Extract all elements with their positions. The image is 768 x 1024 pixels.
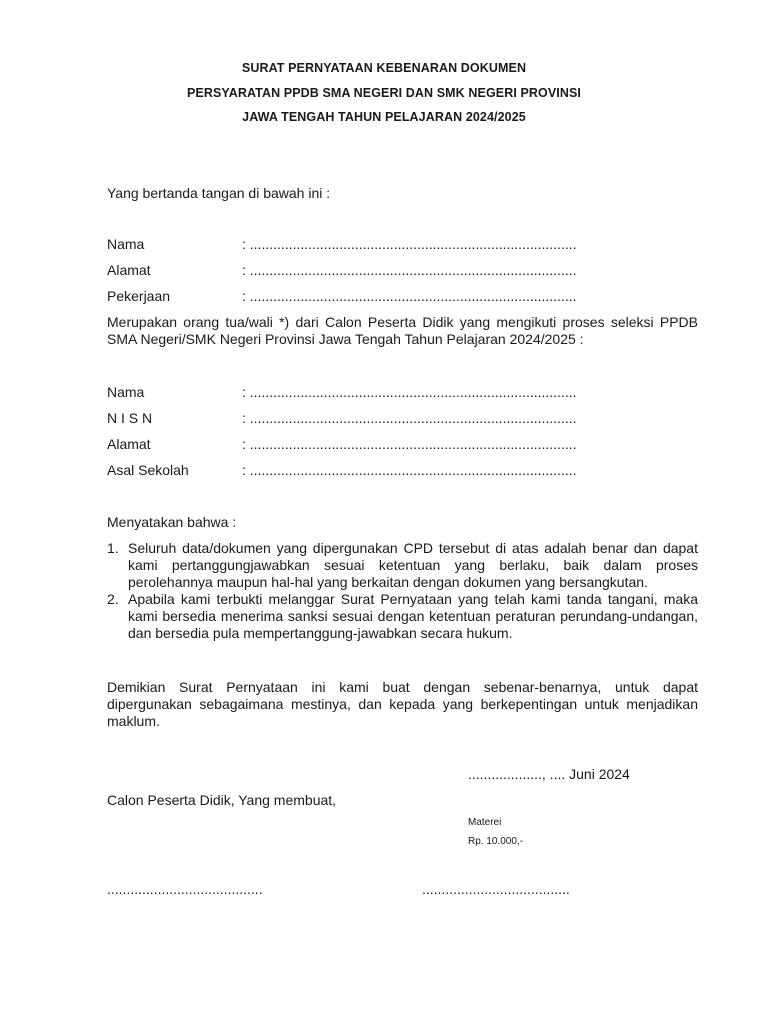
field-blank: : .................................................................................... [242, 236, 577, 252]
field-blank: : .................................................................................... [242, 462, 577, 478]
signature-line-right: ...................................... [422, 881, 570, 897]
declaration-list [107, 540, 698, 642]
signature-line-left: ........................................ [107, 881, 263, 897]
student-address-field [107, 435, 707, 453]
document-title-line-2: PERSYARATAN PPDB SMA NEGERI DAN SMK NEGERI PROVINSI [186, 86, 582, 100]
list-item-number: 2. [107, 591, 119, 607]
field-blank: : .................................................................................... [242, 410, 577, 426]
student-nisn-field [107, 409, 707, 427]
materai-label: Materei [468, 817, 502, 828]
materai-amount: Rp. 10.000,- [468, 836, 524, 847]
list-item-text: Apabila kami terbukti melanggar Surat Pernyataan yang telah kami tanda tangani, maka kami bersedia menerima sanksi sesuai dengan ketentuan peraturan perundang-undangan, dan bersedia pula mempertanggung-jawabkan secara hukum. [128, 591, 698, 641]
parent-occupation-field [107, 287, 707, 305]
list-item [107, 591, 698, 642]
intro-text: Yang bertanda tangan di bawah ini : [107, 185, 331, 201]
closing-paragraph: Demikian Surat Pernyataan ini kami buat dengan sebenar-benarnya, untuk dapat dipergunakan sebagaimana mestinya, dan kepada yang berkepentingan untuk menjadikan maklum. [107, 679, 698, 729]
list-item-text: Seluruh data/dokumen yang dipergunakan CPD tersebut di atas adalah benar dan dapat kami pertanggungjawabkan sesuai ketentuan yang berlaku, baik dalam proses perolehannya maupun hal-hal yang berkaitan dengan dokumen yang bersangkutan. [128, 540, 698, 590]
field-blank: : .................................................................................... [242, 436, 577, 452]
parent-address-field [107, 261, 707, 279]
field-label: N I S N [107, 410, 153, 426]
field-label: Asal Sekolah [107, 462, 189, 478]
field-blank: : .................................................................................... [242, 288, 577, 304]
field-label: Alamat [107, 436, 151, 452]
field-label: Pekerjaan [107, 288, 171, 304]
student-school-field [107, 461, 707, 479]
list-item-number: 1. [107, 540, 119, 556]
field-blank: : .................................................................................... [242, 384, 577, 400]
list-item [107, 540, 698, 591]
document-title-line-1: SURAT PERNYATAAN KEBENARAN DOKUMEN [241, 61, 527, 75]
document-title-line-3: JAWA TENGAH TAHUN PELAJARAN 2024/2025 [242, 110, 526, 124]
student-name-field [107, 383, 707, 401]
signer-caption: Calon Peserta Didik, Yang membuat, [107, 792, 337, 808]
field-label: Alamat [107, 262, 151, 278]
field-label: Nama [107, 236, 145, 252]
relation-statement: Merupakan orang tua/wali *) dari Calon Peserta Didik yang mengikuti proses seleksi PPDB SMA Negeri/SMK Negeri Provinsi Jawa Tengah Tahun Pelajaran 2024/2025 : [107, 314, 698, 347]
declaration-intro: Menyatakan bahwa : [107, 514, 237, 530]
place-date: ..................., .... Juni 2024 [468, 766, 630, 782]
parent-name-field [107, 235, 707, 253]
field-blank: : .................................................................................... [242, 262, 577, 278]
field-label: Nama [107, 384, 145, 400]
